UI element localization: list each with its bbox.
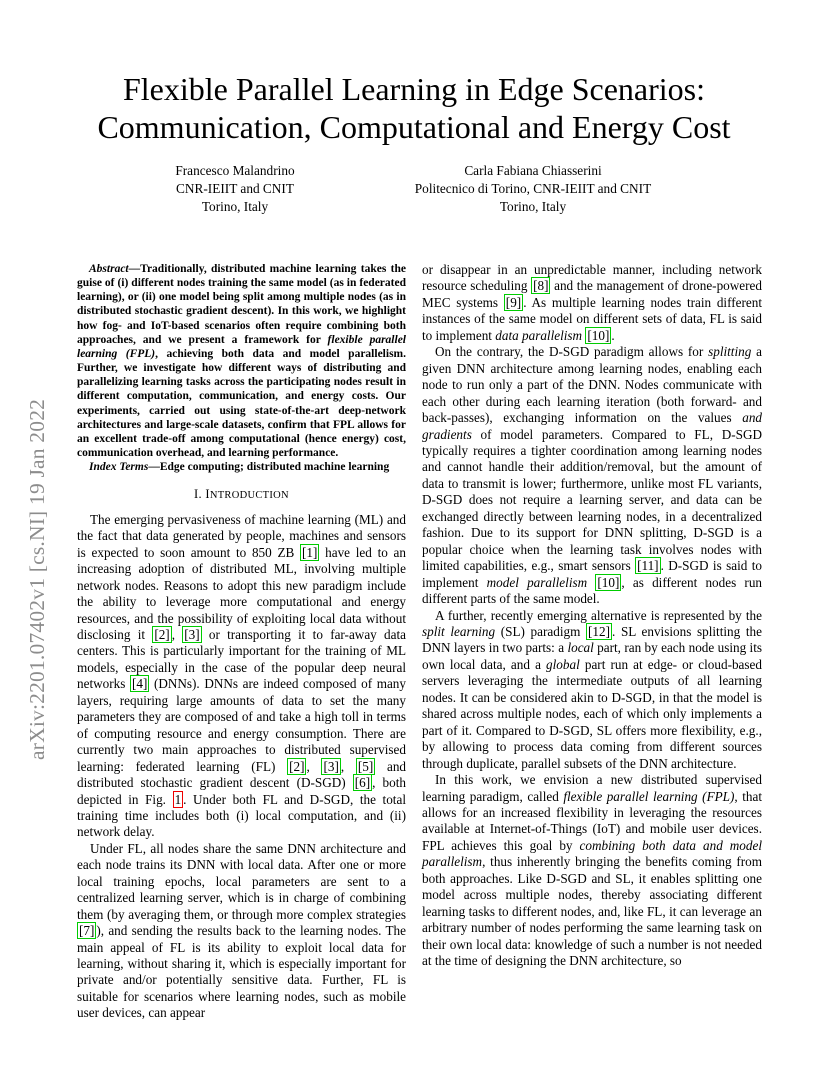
left-column: [77, 262, 406, 1022]
citation-link[interactable]: [4]: [131, 676, 148, 692]
author-location: Torino, Italy: [499, 199, 567, 214]
citation-link[interactable]: [3]: [184, 626, 200, 642]
citation-link[interactable]: [11]: [637, 558, 659, 574]
author-block-2: [390, 162, 676, 216]
author-name: Carla Fabiana Chiasserini: [464, 163, 602, 178]
figure-link[interactable]: 1: [174, 791, 182, 807]
paragraph: or disappear in an unpredictable manner, including network resource scheduling [8] and the management of drone-powered MEC systems [9] . As multiple learning nodes train different instances of the same model on different sets of data, FL is said to implement data parallelism [10] .: [422, 262, 762, 343]
paragraph: Under FL, all nodes share the same DNN architecture and each node trains its DNN with local data. After one or more local training epochs, local parameters are sent to a centralized learning server, which is in charge of combining them (by averaging them, or through more complex strategies [7] ), and sending the results back to the learning nodes. The main appeal of FL is its ability to exploit local data for learning, without sharing it, which is especially important for private and/or potentially sensitive data. Further, FL is suitable for scenarios where learning nodes, such as mobile user devices, can appear: [77, 840, 406, 1021]
citation-link[interactable]: [10]: [597, 574, 620, 590]
section-heading: I. INTRODUCTION: [194, 487, 289, 502]
paragraph: In this work, we envision a new distributed supervised learning paradigm, called flexible parallel learning (FPL), that allows for an increased flexibility in leveraging the resources available at Internet-of-Things (IoT) and mobile user devices. FPL achieves this goal by combining both data and model parallelism, thus inherently bringing the benefits coming from both approaches. Like D-SGD and SL, it enables splitting one model across multiple nodes, thereby associating different learning tasks to different nodes, and, like FL, it can leverage an arbitrary number of nodes performing the same learning task on their own local data: knowledge of such a number is not needed at the time of designing the DNN architecture, so: [422, 772, 763, 969]
citation-link[interactable]: [7]: [79, 923, 95, 939]
citation-link[interactable]: [12]: [588, 623, 610, 639]
author-location: Torino, Italy: [201, 199, 269, 214]
citation-link[interactable]: [6]: [354, 775, 371, 791]
citation-link[interactable]: [8]: [533, 278, 549, 294]
abstract-lead: Abstract: [89, 263, 129, 275]
arxiv-stamp-text: arXiv:2201.07402v1 [cs.NI] 19 Jan 2022: [25, 398, 49, 760]
title-line-1: Flexible Parallel Learning in Edge Scenarios:: [122, 71, 706, 107]
citation-link[interactable]: [9]: [505, 294, 522, 310]
paragraph: A further, recently emerging alternative is represented by the split learning (SL) paradigm [12] . SL envisions splitting the DNN layers in two parts: a local part, ran by each node using its own local data, and a global part run at edge- or cloud-based servers leveraging the intermediate outputs of all learning nodes. It can be considered akin to D-SGD, in that the model is shared across multiple nodes, each of which only implements a part of it. Compared to D-SGD, SL offers more flexibility, e.g., by allowing to process data coming from different sources through duplicate, parallel subsets of the DNN architecture.: [422, 607, 763, 771]
author-block-1: [120, 162, 350, 216]
author-affiliation: Politecnico di Torino, CNR-IEIIT and CNIT: [414, 181, 652, 196]
right-column: [422, 262, 762, 969]
paper-title: [60, 70, 768, 146]
citation-link[interactable]: [3]: [323, 758, 339, 774]
citation-link[interactable]: [2]: [154, 626, 170, 642]
paragraph: The emerging pervasiveness of machine learning (ML) and the fact that data generated by people, machines and sensors is expected to soon amount to 850 ZB [1] have led to an increasing adoption of distributed ML, involving multiple network nodes. Reasons to adopt this new paradigm include the ability to leverage more computational and energy resources, and the possibility of exploiting local data without disclosing it [2] , [3] or transporting it to far-away data centers. This is particularly important for the training of ML models, especially in the case of the popular deep neural networks [4] (DNNs). DNNs are indeed composed of many layers, requiring large amounts of data to set the many parameters they are composed of and take a high toll in terms of computing resource and energy consumption. There are currently two main approaches to distributed supervised learning: federated learning (FL) [2] , [3] , [5] and distributed stochastic gradient descent (D-SGD) [6] , both depicted in Fig. 1 . Under both FL and D-SGD, the total training time includes both (i) local computation, and (ii) network delay.: [77, 511, 407, 840]
citation-link[interactable]: [5]: [357, 758, 374, 774]
citation-link[interactable]: [10]: [587, 327, 610, 343]
author-affiliation: CNR-IEIIT and CNIT: [176, 181, 294, 196]
citation-link[interactable]: [1]: [302, 544, 318, 560]
arxiv-stamp: [22, 290, 52, 760]
title-line-2: Communication, Computational and Energy Cost: [97, 109, 731, 145]
index-terms: Index Terms—Edge computing; distributed machine learning: [89, 461, 390, 474]
paragraph: On the contrary, the D-SGD paradigm allows for splitting a given DNN architecture among learning nodes, enabling each node to run only a part of the DNN. Nodes communicate with each other during each learning iteration (both forward- and back-passes), exchanging information on the values and gradients of model parameters. Compared to FL, D-SGD typically requires a tighter coordination among learning nodes and cannot handle their addition/removal, but the amount of data to transmit is lower; furthermore, unlike most FL variants, D-SGD does not require a learning server, and data can be exchanged directly between learning nodes, in a decentralized fashion. Due to its support for DNN splitting, D-SGD is a popular choice when the learning task involves nodes with limited capabilities, e.g., smart sensors [11] . D-SGD is said to implement model parallelism [10] , as different nodes run different parts of the same model.: [422, 344, 763, 607]
citation-link[interactable]: [2]: [289, 758, 305, 774]
author-name: Francesco Malandrino: [175, 163, 295, 178]
abstract: Abstract—Traditionally, distributed machine learning takes the guise of (i) different nodes training the same model (as in federated learning), or (ii) one model being split among multiple nodes (as in distributed stochastic gradient descent). In this work, we highlight how fog- and IoT-based scenarios often require combining both approaches, and we present a framework for flexible parallel learning (FPL), achieving both data and model parallelism. Further, we investigate how different ways of distributing and parallelizing learning tasks across the participating nodes result in different computation, communication, and energy costs. Our experiments, carried out using state-of-the-art deep-network architectures and large-scale datasets, confirm that FPL allows for an excellent trade-off among computational (hence energy) cost, communication overhead, and learning performance.: [77, 263, 406, 460]
